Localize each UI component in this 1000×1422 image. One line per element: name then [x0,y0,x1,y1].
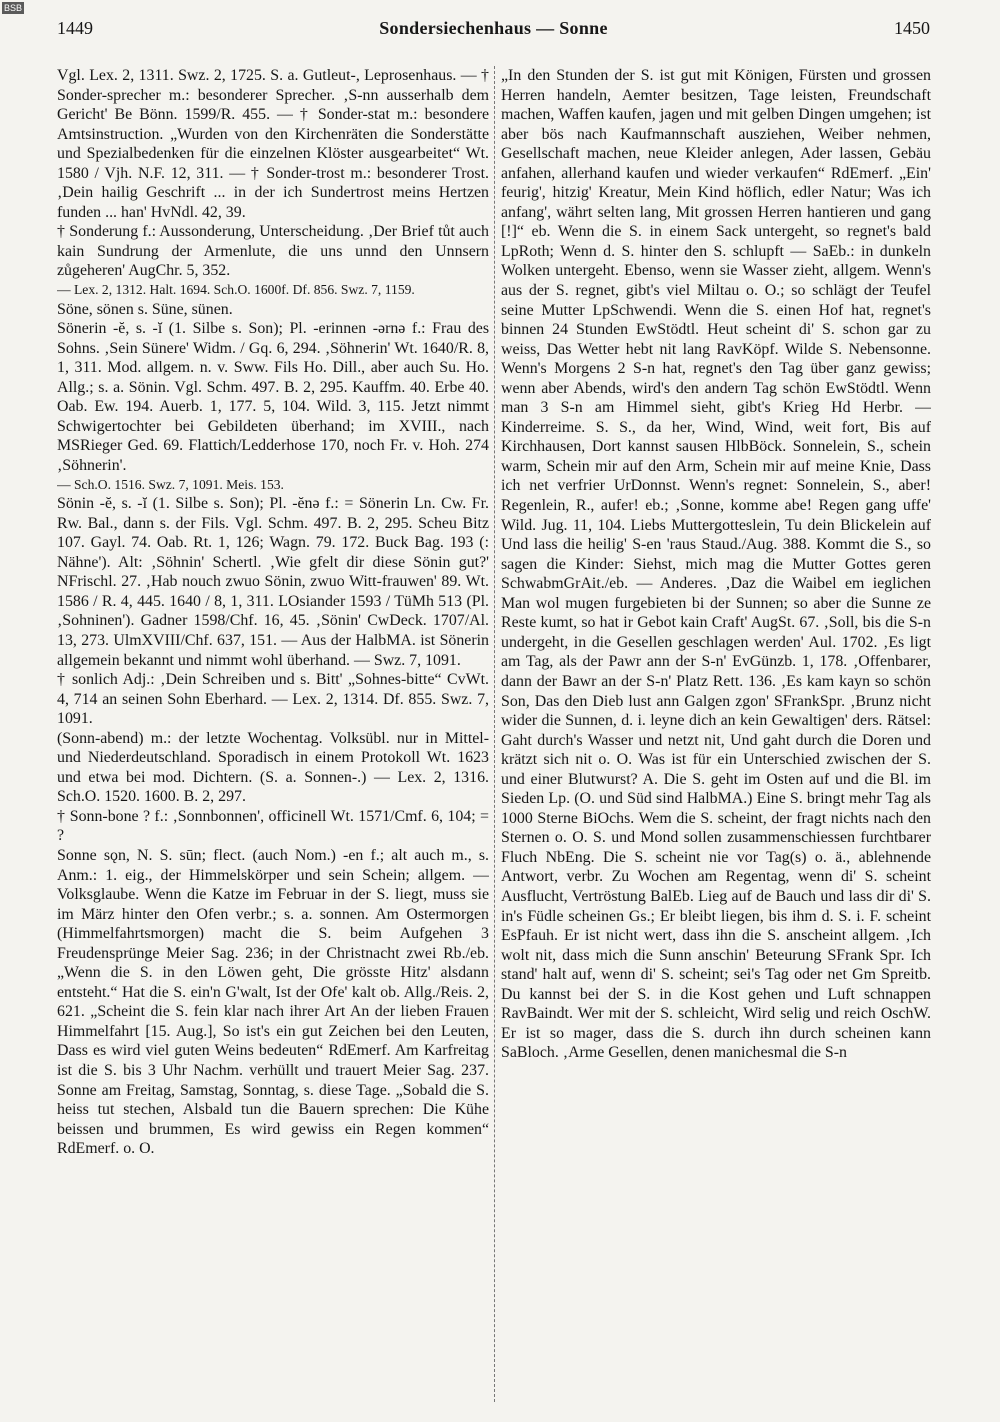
left-column [57,66,489,1406]
right-column [501,66,931,1406]
reference-line: — Lex. 2, 1312. Halt. 1694. Sch.O. 1600f. Df. 856. Swz. 7, 1159. [57,282,415,298]
entry-paragraph: Sonne sǫn, N. S. sūn; flect. (auch Nom.) -en f.; alt auch m., s. Anm.: 1. eig., der Himmelskörper und sein Schein; allgem. — Volksglaube. Wenn die Katze im Februar in der S. liegt, muss sie im März hinter den Ofen verbr.; s. a. sonnen. Am Ostermorgen (Himmelfahrtsmorgen) macht die S. beim Aufgehen 3 Freudensprünge Meier Sag. 236; in der Christnacht zwei Rb./eb. „Wenn die S. in den Löwen geht, Die grösste Hitz' alsdann entsteht.“ Hat die S. ein'n G'walt, Ist der Ofe' kalt ob. Allg./Reis. 2, 621. „Scheint die S. fein klar nach ihrer Art An der lieben Frauen Himmelfahrt [15. Aug.], So ist's ein gut Zeichen bei den Leuten, Dass es wird viel guten Weins bedeuten“ RdEmerf. Am Karfreitag ist die S. bis 3 Uhr Nachm. verhüllt und trauert Meier Sag. 237. Sonne am Freitag, Samstag, Sonntag, s. diese Tage. „Sobald die S. heiss tut stechen, Alsbald tun die Bauern sprechen: Die Kühe beissen und brummen, Es wird gewiss ein Regen kommen“ RdEmerf. o. O. [57,846,489,1158]
entry-paragraph: † Sonderung f.: Aussonderung, Unterscheidung. ‚Der Brief tůt auch kain Sundrung der Armenlute, die uns unnd den Unnsern zůgeheren' AugChr. 5, 352. [57,223,489,280]
entry-paragraph: Sönin -ĕ, s. -ĭ (1. Silbe s. Son); Pl. -ĕnə f.: = Sönerin Ln. Cw. Fr. Rw. Bal., dann s. der Fils. Vgl. Schm. 497. B. 2, 295. Scheu Bitz 107. Gayl. 74. Oab. Rt. 1, 126; Wagn. 79. 172. Buck Bag. 193 (: Nähne'). Alt: ‚Söhnin' Schertl. ‚Wie gfelt dir diese Sönin gut?' NFrischl. 27. ‚Hab nouch zwuo Sönin, zwuo Witt-frauwen' 89. Wt. 1586 / R. 4, 445. 1640 / 8, 1, 311. LOsiander 1593 / TüMh 513 (Pl. ‚Sohninen'). Gadner 1598/Chf. 16, 45. ‚Sönin' CwDeck. 1707/Al. 13, 273. UlmXVIII/Chf. 637, 151. — Aus der HalbMA. ist Sönerin allgemein bekannt und nimmt wohl überhand. — Swz. 7, 1091. [57,495,489,669]
right-page-number: 1450 [894,18,930,38]
entry-paragraph: † sonlich Adj.: ‚Dein Schreiben und s. Bitt' „Sohnes-bitte“ CvWt. 4, 714 an seinen Sohn Eberhard. — Lex. 2, 1314. Df. 855. Swz. 7, 1091. [57,671,489,728]
entry-paragraph: „In den Stunden der S. ist gut mit Königen, Fürsten und grossen Herren handeln, Aemter besitzen, Tage leisten, Freundschaft machen, Waffen kaufen, jagen und mit gelben Dingen umgehen; ist aber bös nach Kaufmannschaft ausziehen, Weiber nehmen, Gesellschaft machen, neue Kleider anlegen, Ader lassen, Gebäu anfahen, allerhand kaufen und wieder verkaufen“ RdEmerf. „Ein' feurig', hitzig' Kreatur, Mein Kind höflich, edler Natur; Was ich anfang', währt selten lang, Mit grossen Herren hantieren und gang [!]“ eb. Wenn die S. in einem Sack untergeht, so regnet's bald LpRoth; Wenn d. S. hinter den S. schlupft — SaEb.: in dunkeln Wolken untergeht. Ebenso, wenn sie Wasser zieht, allgem. Wenn's aus der S. regnet, gibt's viel Miltau o. O.; so schlägt der Teufel seine Mutter LpSchwendi. Wenn die S. einen Hof hat, regnet's binnen 24 Stunden EwStödtl. Heut scheint di' S. schon gar zu weiss, Das Wetter hebt nit lang RavKöpf. Wilde S. Nebensonne. Wenn's Morgens 2 S-n hat, regnet's den Tag über ganz gewiss; wenn aber Abends, wird's den andern Tag schön EwStödtl. Wenn man 3 S-n am Himmel sieht, gibt's Krieg Hd Herbr. — Kinderreime. S. S., da her, Wind, Wind, weit fort, Bis auf Kirchhausen, Dort kannst sausen HlbBöck. Sonnelein, S., schein warm, Schein mir auf den Arm, Schein mir auf meine Knie, Dass ich net verfrier UrDonnst. Wenn's regnet: Sonnelein, S., aber! Regenlein, R., aufer! eb.; ‚Sonne, komme abe! Regen gang uffe' Wild. Jug. 11, 104. Liebs Muttergotteslein, Tu dein Blickelein auf Und lass die heilig' S-en 'raus Staud./Aug. 388. Kommt die S., so sagen die Kinder: Siehst, mich mag die Mutter Gottes geren SchwabmGrAit./eb. — Anderes. ‚Daz die Waibel em ieglichen Man wol mugen furgebieten bi der Sunnen; so aber die Sunne ze Reste kumt, so hat ir Gebot kain Craft' AugSt. 67. ‚Soll, bis die S-n undergeht, in die Gesellen geschlagen werden' Aul. 1702. ‚Es ligt am Tag, als der Pawr ann der S-n' EvGünzb. 1, 178. ‚Offenbarer, dann der Bawr an der S-n' Platz Rett. 136. ‚Es kam kayn so schön Son, Das den Dieb lust ann Galgen zgon' SFrankSpr. ‚Brunz nicht wider die Sunnen, d. i. leyne dich an kein Gewaltigen' ders. Rätsel: Gaht durch's Wasser und netzt nit, Und gaht durch die Doren und krätzt sich nit o. O. Was ist für ein Unterschied zwischen der S. und einer Blutwurst? A. Die S. geht im Osten auf und die Bl. im Sieden Lp. (O. und Süd sind HalbMA.) Eine S. bringt mehr Tag als 1000 Sterne BiOchs. Wem die S. scheint, der fragt nichts nach den Sternen o. O. S. und Mond sollen zusammenschiessen furchtbarer Fluch NbEng. Die S. scheint nie vor Tag(s) o. ä., ablehnende Antwort, verbr. Zu Wochen am Regentag, wenn di' S. scheint Ausflucht, Vertröstung BalEb. Lieg auf de Bauch und lass dir di' S. in's Füdle scheinen Gs.; Er bleibt liegen, bis ihm d. S. i. F. scheint EsPfauh. Er ist nicht wert, dass ihn die S. anscheint allgem. ‚Ich wolt nit, dass mich die Sunn anschin' Beteurung SFrank Spr. Ich stand' halt auf, wenn di' S. scheint; sei's Tag oder net Gm Spreitb. Du kannst bei der S. in die Kost gehen und Luft schnappen RavBaindt. Wer mit der S. schleicht, Wird selig und reich OschW. Er ist so mager, dass die S. durch ihn durch scheinen kann SaBloch. ‚Arme Gesellen, denen manichesmal die S-n [501,67,931,1062]
entry-paragraph: † Sonn-bone ? f.: ‚Sonnbonnen', officinell Wt. 1571/Cmf. 6, 104; = ? [57,807,489,845]
column-divider [494,66,495,1402]
entry-paragraph: Sönerin -ĕ, s. -ĭ (1. Silbe s. Son); Pl. -erinnen -ərnə f.: Frau des Sohns. ‚Sein Sünere' Widm. / Gq. 6, 294. ‚Söhnerin' Wt. 1640/R. 8, 1, 311. Mod. allgem. n. v. Sww. Fils Ho. Dill., aber auch Su. Ho. Allg.; s. a. Sönin. Vgl. Schm. 497. B. 2, 295. Kauffm. 40. Erbe 40. Oab. Ew. 194. Auerb. 1, 177. 5, 104. Wild. 3, 115. Jetzt nimmt Schwigertochter bei Gebildeten überhand; im XVIII., nach MSRieger Ged. 69. Flattich/Ledderhose 170, noch Fr. v. Hoh. 274 ‚Söhnerin'. [57,320,489,474]
page-header [57,18,930,48]
left-page-number: 1449 [57,18,93,38]
entry-paragraph: (Sonn-abend) m.: der letzte Wochentag. Volksübl. nur in Mittel- und Niederdeutschland. Sporadisch in einem Protokoll Wt. 1623 und etwa bei mod. Dichtern. (S. a. Sonnen-.) — Lex. 2, 1316. Sch.O. 1520. 1600. B. 2, 297. [57,729,489,806]
library-stamp: BSB [4,3,23,13]
running-title: Sondersiechenhaus — Sonne [379,18,608,38]
reference-line: — Sch.O. 1516. Swz. 7, 1091. Meis. 153. [57,476,284,492]
entry-paragraph: Vgl. Lex. 2, 1311. Swz. 2, 1725. S. a. Gutleut-, Leprosenhaus. — † Sonder-sprecher m.: besonderer Sprecher. ‚S-nn ausserhalb dem Gericht' Be Bönn. 1599/R. 455. — † Sonder-stat m.: besondere Amtsinstruction. „Wurden von den Kirchenräten die Sonderstätte und Spezialbedenken für die einzelnen Klöster ausgearbeitet“ Wt. 1580 / Vjh. N.F. 12, 311. — † Sonder-trost m.: besonderer Trost. ‚Dein hailig Geschrift ... in der ich Sundertrost meins Hertzen funden ... han' HvNdl. 42, 39. [57,67,489,221]
entry-paragraph: Söne, sönen s. Süne, sünen. [57,300,233,318]
